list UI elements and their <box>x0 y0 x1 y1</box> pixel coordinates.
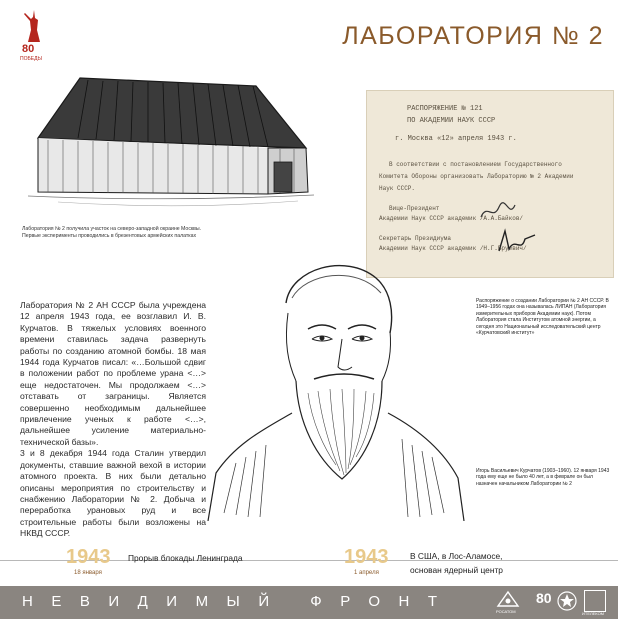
doc-line: Наук СССР. <box>379 185 416 192</box>
portrait-caption: Игорь Васильевич Курчатов (1903–1960). 12 января 1943 года ему еще не было 40 лет, а в феврале он был назначен начальником Лаборатории № 2 <box>476 468 610 487</box>
doc-line: Вице-Президент <box>389 205 440 212</box>
document-caption: Распоряжение о создании Лаборатории № 2 АН СССР. В 1949–1956 годах она называлась ЛИПАН (Лаборатория измерительных приборов Академии наук). Потом Лаборатория стала Институтом атомной энергии, а сегодня это Национальный исследовательский центр «Курчатовский институт» <box>476 298 609 337</box>
timeline <box>0 538 618 586</box>
barn-caption: Лаборатория № 2 получила участок на северо-западной окраине Москвы. Первые эксперименты проводились в брезентовых армейских палатках <box>22 226 202 239</box>
timeline-date: 18 января <box>74 570 102 576</box>
partner-logos <box>496 590 606 615</box>
kurchatov-portrait-sketch <box>196 243 474 521</box>
main-paragraph: Лаборатория № 2 АН СССР была учреждена 12 апреля 1943 года, ее возглавил И. В. Курчатов. В тяжелых условиях военного времени ставилась задача развернуть работы по созданию атомной бомбы. 18 мая 1944 года Курчатов писал: «…Большой сдвиг в положении работ по проблеме урана <…> еще недостаточен. Мы продолжаем <…> отставать от заграницы. Является совершенно необходимым дальнейшее привлечение ученых к работе <…>, дальнейшее усиление материально-технической базы». <box>20 300 206 447</box>
signature-image <box>495 227 541 257</box>
emblem-number: 80 <box>22 43 35 55</box>
footer-title: НЕВИДИМЫЙ ФРОНТ <box>22 593 456 610</box>
doc-line: Комитета Обороны организовать Лабораторию № 2 Академии <box>379 173 574 180</box>
doc-line: Академии Наук СССР академик /А.А.Байков/ <box>379 215 524 222</box>
doc-line: Академии Наук СССР академик /Н.Г.Бруевич/ <box>379 245 527 252</box>
doc-line: ПО АКАДЕМИИ НАУК СССР <box>407 117 496 125</box>
timeline-event: основан ядерный центр <box>410 565 503 575</box>
star-emblem-icon <box>556 590 578 612</box>
main-text <box>20 300 206 540</box>
timeline-date: 1 апреля <box>354 570 379 576</box>
timeline-year: 1943 <box>344 546 389 568</box>
emblem-label: ПОБЕДЫ <box>20 56 42 62</box>
rosatom-label: РОСАТОМ <box>496 609 516 614</box>
motherland-statue-icon <box>20 8 48 46</box>
doc-line: г. Москва «12» апреля 1943 г. <box>395 135 517 143</box>
signature-image <box>477 199 517 223</box>
timeline-event: Прорыв блокады Ленинграда <box>128 553 243 563</box>
footer-banner <box>0 586 618 619</box>
doc-line: Секретарь Президиума <box>379 235 452 242</box>
timeline-event: В США, в Лос-Аламосе, <box>410 551 503 561</box>
museum-logo-box <box>584 590 606 612</box>
page-title: ЛАБОРАТОРИЯ № 2 <box>342 22 604 50</box>
barn-sketch-image <box>18 52 318 222</box>
doc-line: РАСПОРЯЖЕНИЕ № 121 <box>407 105 483 113</box>
victory-80-logo: 80 <box>536 590 552 606</box>
timeline-year: 1943 <box>66 546 111 568</box>
doc-line: В соответствии с постановлением Государственного <box>389 161 562 168</box>
museum-label: ИТЕЛЕКОМ <box>582 611 605 616</box>
main-paragraph: 3 и 8 декабря 1944 года Сталин утвердил документы, ставшие важной вехой в истории атомного проекта. В них были детально описаны мероприятия по строительству и снабжению Лаборатории № 2. Добыча и переработка урановых руд и все строительные работы были возложены на НКВД СССР. <box>20 448 206 539</box>
rosatom-logo-icon <box>496 590 520 608</box>
